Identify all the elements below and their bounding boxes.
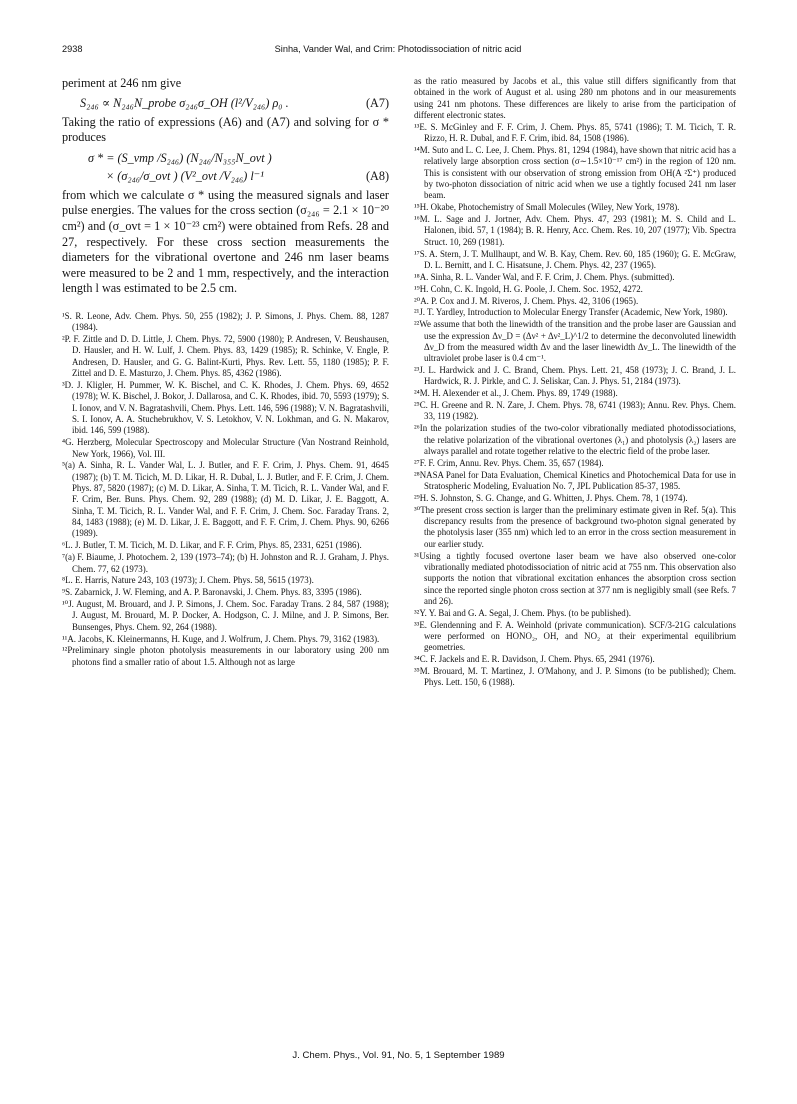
reference: ²⁵C. H. Greene and R. N. Zare, J. Chem. Phys. 78, 6741 (1983); Annu. Rev. Phys. Chem. 33, 119 (1982). — [414, 400, 736, 422]
reference: ⁶L. J. Butler, T. M. Ticich, M. D. Likar, and F. F. Crim, Phys. 85, 2331, 6251 (1986). — [62, 540, 362, 551]
reference: ¹⁰J. August, M. Brouard, and J. P. Simons, J. Chem. Soc. Faraday Trans. 2 84, 587 (1988); J. August, M. Brouard, M. P. Docker, A. Hodgson, C. J. Milne, and J. P. Simons, Ber. Bunsenges, Phys. Chem. 92, 264 (1988). — [62, 599, 389, 632]
reference-continuation: as the ratio measured by Jacobs et al., this value still differs significantly from that obtained in the work of August et al. using 280 nm photons and in our measurements using 241 nm photons. These differences are likely to arise from the participation of different electronic states. — [414, 76, 736, 121]
equation-a8-line1 — [62, 149, 389, 167]
reference: ³³E. Glendenning and F. A. Weinhold (private communication). SCF/3-21G calculations were performed on HONO₂, OH, and NO₂ at their experimental equilibrium geometries. — [414, 619, 736, 653]
reference: ¹⁷S. A. Stern, J. T. Mullhaupt, and W. B. Kay, Chem. Rev. 60, 185 (1960); G. E. McGraw, D. L. Bernitt, and I. C. Hisatsune, J. Chem. Phys. 42, 237 (1965). — [414, 248, 736, 270]
equation-a8-number: (A8) — [365, 168, 389, 183]
equation-a8-body-1: σ * = (S_vmp /S₂₄₆) (N₂₄₆/N₃₅₅N_ovt ) — [88, 150, 272, 165]
running-title: Sinha, Vander Wal, and Crim: Photodissociation of nitric acid — [274, 44, 522, 54]
reference: ²²We assume that both the linewidth of the transition and the probe laser are Gaussian and use the expression Δν_D = (Δν² + Δν²_L)^1/2 to determine the deconvoluted linewidth Δν_D from the measured width Δν and the laser linewidth Δν_L. The linewidth of the ultraviolet probe laser is 0.4 cm⁻¹. — [414, 319, 736, 364]
page-footer: J. Chem. Phys., Vol. 91, No. 5, 1 September 1989 — [292, 1050, 505, 1061]
reference: ²¹J. T. Yardley, Introduction to Molecular Energy Transfer (Academic, New York, 1980). — [414, 307, 728, 318]
reference: ⁴G. Herzberg, Molecular Spectroscopy and Molecular Structure (Van Nostrand Reinhold, New York, 1966), Vol. III. — [62, 437, 389, 459]
equation-a7-number: (A7) — [365, 95, 389, 110]
reference: ²⁴M. H. Alexender et al., J. Chem. Phys. 89, 1749 (1988). — [414, 388, 618, 399]
reference: ²⁸NASA Panel for Data Evaluation, Chemical Kinetics and Photochemical Data for use in Stratospheric Modeling, Evaluation No. 7, JPL Publication 85-37, 1985. — [414, 469, 736, 492]
equation-a8-body-2: × (σ₂₄₆/σ_ovt ) (V²_ovt /V₂₄₆) l⁻¹ — [106, 168, 264, 183]
reference: ³⁰The present cross section is larger than the preliminary estimate given in Ref. 5(a). This discrepancy results from the presence of background two-photon signal generated by the photolysis laser (355 nm) which led to an error in the cross section measurement in our earlier study. — [414, 504, 736, 549]
reference: ⁸L. E. Harris, Nature 243, 103 (1973); J. Chem. Phys. 58, 5615 (1973). — [62, 575, 314, 586]
reference: ¹²Preliminary single photon photolysis measurements in our laboratory using 200 nm photons find a smaller ratio of about 1.5. Although not as large — [62, 645, 389, 667]
reference: ¹⁹H. Cohn, C. K. Ingold, H. G. Poole, J. Chem. Soc. 1952, 4272. — [414, 283, 643, 294]
reference: ¹¹A. Jacobs, K. Kleinermanns, H. Kuge, and J. Wolfrum, J. Chem. Phys. 79, 3162 (1983). — [62, 633, 380, 644]
reference: ³⁵M. Brouard, M. T. Martinez, J. O'Mahony, and J. P. Simons (to be published); Chem. Phys. Lett. 150, 6 (1988). — [414, 666, 736, 688]
page-header — [62, 44, 734, 58]
reference: ³¹Using a tightly focused overtone laser beam we have also observed one-color vibrationally mediated photodissociation of nitric acid at 755 nm. This observation also supports the notion that vibrational excitation enhances the absorption cross section since the reported single photon cross section at 377 nm is negligibly small (see Refs. 7 and 26). — [414, 550, 736, 606]
paragraph-2: from which we calculate σ * using the measured signals and laser pulse energies. The values for the cross section (σ₂₄₆ = 2.1 × 10⁻²⁰ cm²) and (σ_ovt = 1 × 10⁻²³ cm²) were obtained from Refs. 28 and 27, respectively. For these cross section measurements the diameters for the vibrational overtone and 246 nm laser beams were measured to be 2 and 1 mm, respectively, and the interaction length l was estimated to be 2.5 cm. — [62, 187, 389, 296]
reference: ¹⁸A. Sinha, R. L. Vander Wal, and F. F. Crim, J. Chem. Phys. (submitted). — [414, 271, 675, 282]
reference: ¹⁶M. L. Sage and J. Jortner, Adv. Chem. Phys. 47, 293 (1981); M. S. Child and L. Halonen, ibid. 57, 1 (1984); B. R. Henry, Acc. Chem. Res. 10, 207 (1977); Vib. Spectra Struct. 10, 269 (1981). — [414, 214, 736, 247]
reference: ²⁷F. F. Crim, Annu. Rev. Phys. Chem. 35, 657 (1984). — [414, 457, 604, 468]
page-number: 2938 — [62, 44, 83, 54]
paragraph-1: Taking the ratio of expressions (A6) and (A7) and solving for σ * produces — [62, 114, 389, 145]
reference: ²³J. L. Hardwick and J. C. Brand, Chem. Phys. Lett. 21, 458 (1973); J. C. Brand, J. L. Hardwick, R. J. Pirkle, and C. J. Seliskar, Can. J. Phys. 51, 2184 (1973). — [414, 365, 736, 387]
reference: ¹S. R. Leone, Adv. Chem. Phys. 50, 255 (1982); J. P. Simons, J. Phys. Chem. 88, 1287 (1984). — [62, 310, 389, 333]
references-left — [62, 311, 389, 668]
equation-a7 — [62, 94, 389, 112]
equation-a7-body: S₂₄₆ ∝ N₂₄₆N_probe σ₂₄₆σ_OH (l²/V₂₄₆) ρ₀ . — [80, 95, 289, 110]
reference: ¹³E. S. McGinley and F. F. Crim, J. Chem. Phys. 85, 5741 (1986); T. M. Ticich, T. R. Rizzo, H. R. Dubal, and F. F. Crim, ibid. 84, 1508 (1986). — [414, 121, 736, 144]
reference: ¹⁵H. Okabe, Photochemistry of Small Molecules (Wiley, New York, 1978). — [414, 202, 680, 213]
reference: ¹⁴M. Suto and L. C. Lee, J. Chem. Phys. 81, 1294 (1984), have shown that nitric acid has a relatively large absorption cross section (σ∼1.5×10⁻¹⁷ cm²) in the region of 120 nm. This is consistent with our observation of strong emission from OH(A ²Σ⁺) produced by two-photon dissociation of nitric acid when we use a tightly focused 241 nm laser beam. — [414, 145, 737, 201]
reference: ⁵(a) A. Sinha, R. L. Vander Wal, L. J. Butler, and F. F. Crim, J. Phys. Chem. 91, 4645 (1987); (b) T. M. Ticich, M. D. Likar, H. R. Dubal, L. J. Butler, and F. F. Crim, J. Chem. Phys. 87, 5820 (1987); (c) M. D. Likar, A. Sinha, T. M. Ticich, R. L. Vander Wal, and F. F. Crim, Ber. Buns. Phys. Chem. 92, 289 (1988); (d) M. D. Likar, J. E. Baggott, A. Sinha, T. M. Ticich, R. L. Vander Wal, and F. F. Crim, J. Chem. Soc. Faraday Trans. 2, 84, 1483 (1988); (e) M. D. Likar, J. E. Baggott, and F. F. Crim, J. Chem. Phys. 90, 6266 (1989). — [62, 460, 389, 539]
reference: ⁷(a) F. Biaume, J. Photochem. 2, 139 (1973–74); (b) H. Johnston and R. J. Graham, J. Phys. Chem. 77, 62 (1973). — [62, 552, 389, 574]
intro-text: periment at 246 nm give — [62, 76, 182, 90]
reference: ²⁶In the polarization studies of the two-color vibrationally mediated photodissociations, the relative polarization of the vibrational overtones (λ₁) and photolysis (λ₂) lasers are always parallel and rotate together relative to the electric field of the probe laser. — [414, 423, 736, 456]
reference: ²⁰A. P. Cox and J. M. Riveros, J. Chem. Phys. 42, 3106 (1965). — [414, 295, 639, 306]
reference: ³²Y. Y. Bai and G. A. Segal, J. Chem. Phys. (to be published). — [414, 607, 631, 618]
reference: ⁹S. Zabarnick, J. W. Fleming, and A. P. Baronavski, J. Chem. Phys. 83, 3395 (1986). — [62, 587, 362, 598]
reference: ²⁹H. S. Johnston, S. G. Change, and G. Whitten, J. Phys. Chem. 78, 1 (1974). — [414, 492, 688, 503]
reference: ³⁴C. F. Jackels and E. R. Davidson, J. Chem. Phys. 65, 2941 (1976). — [414, 654, 655, 665]
reference: ³D. J. Kligler, H. Pummer, W. K. Bischel, and C. K. Rhodes, J. Chem. Phys. 69, 4652 (1978); W. K. Bischel, J. Bokor, J. Dallarosa, and C. K. Rhodes, ibid. 70, 5593 (1979); S. I. Ionov, and V. N. Bagratashvili, Chem. Phys. Lett. 146, 596 (1988); V. N. Bagratashvili, S. I. Ionov, A. A. Stuchebrukhov, V. S. Letokhov, V. N. Lokhman, and G. N. Makarov, ibid. 146, 599 (1988). — [62, 380, 389, 436]
equation-a8-line2 — [62, 167, 389, 185]
reference: ²P. F. Zittle and D. D. Little, J. Chem. Phys. 72, 5900 (1980); P. Andresen, V. Beushausen, D. Hausler, and H. W. Lulf, J. Chem. Phys. 83, 1429 (1985); R. Schinke, V. Engle, P. Andresen, D. Hausler, and G. G. Balint-Kurti, Phys. Rev. Lett. 55, 1180 (1985); P. F. Zittel and D. E. Masturzo, J. Chem. Phys. 85, 4362 (1986). — [62, 334, 389, 379]
left-column — [62, 76, 389, 669]
right-column — [414, 76, 736, 689]
